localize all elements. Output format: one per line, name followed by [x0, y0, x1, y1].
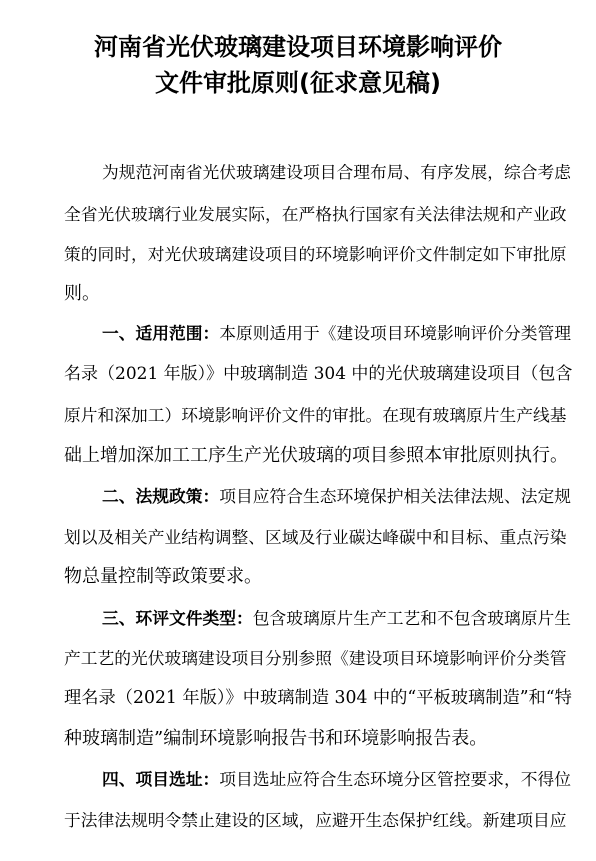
section-3-line: 种玻璃制造”编制环境影响报告书和环境影响报告表。	[64, 728, 488, 749]
section-3-heading: 三、环评文件类型：	[102, 608, 253, 628]
section-4-first-line	[102, 767, 572, 791]
section-2-heading: 二、法规政策：	[102, 486, 220, 506]
intro-line: 则。	[64, 283, 100, 304]
section-1-heading: 一、适用范围：	[102, 323, 220, 343]
section-2-first-line	[102, 484, 572, 508]
section-4-heading: 四、项目选址：	[102, 769, 220, 789]
document-title-line-1: 河南省光伏玻璃建设项目环境影响评价	[94, 33, 502, 61]
intro-line: 全省光伏玻璃行业发展实际，在严格执行国家有关法律法规和产业政	[64, 204, 567, 224]
section-3-first-line	[102, 606, 572, 630]
section-2-text: 项目应符合生态环境保护相关法律法规、法定规	[219, 486, 572, 506]
section-1-text: 本原则适用于《建设项目环境影响评价分类管理	[219, 323, 572, 343]
section-1-first-line	[102, 321, 572, 345]
section-3-line: 产工艺的光伏玻璃建设项目分别参照《建设项目环境影响评价分类管	[64, 648, 567, 668]
intro-line: 策的同时，对光伏玻璃建设项目的环境影响评价文件制定如下审批原	[64, 244, 567, 264]
section-4-text: 项目选址应符合生态环境分区管控要求，不得位	[219, 769, 572, 789]
intro-line: 为规范河南省光伏玻璃建设项目合理布局、有序发展，综合考虑	[102, 162, 572, 182]
section-1-line: 原片和深加工）环境影响评价文件的审批。在现有玻璃原片生产线基	[64, 405, 567, 425]
section-2-line: 划以及相关产业结构调整、区域及行业碳达峰碳中和目标、重点污染	[64, 527, 567, 547]
document-title-line-2: 文件审批原则(征求意见稿)	[155, 69, 441, 97]
section-3-text: 包含玻璃原片生产工艺和不包含玻璃原片生	[252, 608, 572, 628]
section-2-line: 物总量控制等政策要求。	[64, 566, 262, 587]
section-4-line: 于法律法规明令禁止建设的区域，应避开生态保护红线。新建项目应	[64, 810, 567, 830]
section-1-line: 础上增加深加工工序生产光伏玻璃的项目参照本审批原则执行。	[64, 445, 568, 466]
section-1-line: 名录（2021 年版）》中玻璃制造 304 中的光伏玻璃建设项目（包含	[64, 364, 573, 384]
section-3-line: 理名录（2021 年版）》中玻璃制造 304 中的“平板玻璃制造”和“特	[64, 688, 572, 708]
